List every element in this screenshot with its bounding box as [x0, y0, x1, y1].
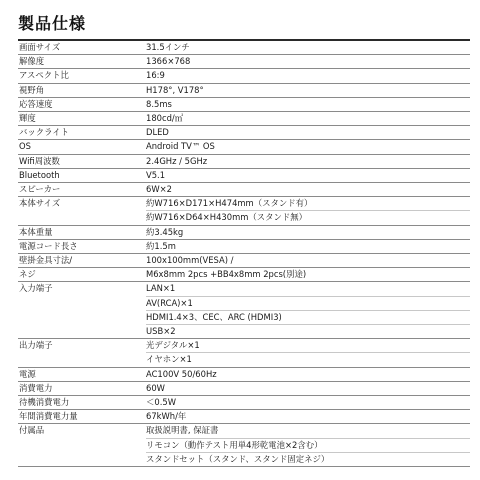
spec-value: HDMI1.4×3、CEC、ARC (HDMI3): [146, 310, 470, 324]
spec-row: [18, 410, 470, 424]
spec-value: H178°, V178°: [146, 84, 204, 95]
spec-value: イヤホン×1: [146, 352, 470, 366]
spec-value: 2.4GHz / 5GHz: [146, 155, 208, 166]
spec-label: 入力端子: [19, 283, 53, 294]
spec-label: 消費電力: [19, 382, 53, 393]
spec-label: 待機消費電力: [19, 397, 70, 408]
spec-label: 応答速度: [19, 98, 53, 109]
spec-value: スタンドセット（スタンド、スタンド固定ネジ）: [146, 452, 470, 466]
spec-label: 年間消費電力量: [19, 411, 78, 422]
spec-value: Android TV™ OS: [146, 141, 215, 152]
spec-values: [146, 69, 470, 82]
spec-label: Wifi周波数: [19, 155, 60, 166]
spec-row: [18, 69, 470, 83]
spec-values: [146, 126, 470, 139]
spec-value: AV(RCA)×1: [146, 296, 470, 310]
spec-value: V5.1: [146, 169, 166, 180]
spec-label: 壁掛金具寸法/: [19, 255, 73, 266]
spec-values: [146, 41, 470, 54]
spec-label: 解像度: [19, 56, 45, 67]
spec-values: [146, 55, 470, 68]
spec-label: 出力端子: [19, 340, 53, 351]
spec-label: 本体サイズ: [19, 198, 61, 209]
spec-row: [18, 183, 470, 197]
spec-value: AC100V 50/60Hz: [146, 368, 217, 379]
spec-row: [18, 169, 470, 183]
spec-values: [146, 140, 470, 153]
page-title: 製品仕様: [18, 14, 87, 33]
spec-value: DLED: [146, 127, 169, 138]
spec-value: 約W716×D171×H474mm（スタンド有）: [146, 198, 313, 209]
spec-row: [18, 98, 470, 112]
spec-value: USB×2: [146, 324, 470, 338]
spec-value: ＜0.5W: [146, 397, 176, 408]
spec-value: LAN×1: [146, 283, 176, 294]
spec-value: 16:9: [146, 70, 165, 81]
spec-values: [146, 396, 470, 409]
spec-values: [146, 112, 470, 125]
spec-table: [18, 39, 470, 467]
spec-row: [18, 39, 470, 55]
spec-row: [18, 424, 470, 467]
spec-values: [146, 410, 470, 423]
spec-value: M6x8mm 2pcs +BB4x8mm 2pcs(別途): [146, 269, 307, 280]
spec-label: バックライト: [19, 127, 69, 138]
spec-row: [18, 197, 470, 225]
spec-values: [146, 240, 470, 253]
spec-value: 67kWh/年: [146, 411, 187, 422]
spec-value: 取扱説明書, 保証書: [146, 425, 219, 436]
spec-row: [18, 84, 470, 98]
spec-row: [18, 339, 470, 367]
spec-label: OS: [19, 141, 31, 152]
spec-values: [146, 169, 470, 182]
spec-row: [18, 254, 470, 268]
spec-label: Bluetooth: [19, 169, 60, 180]
spec-value: 1366×768: [146, 56, 191, 67]
spec-values: [146, 339, 470, 366]
spec-row: [18, 112, 470, 126]
spec-label: アスペクト比: [19, 70, 69, 81]
spec-row: [18, 382, 470, 396]
spec-values: [146, 368, 470, 381]
spec-value: 約W716×D64×H430mm（スタンド無）: [146, 210, 470, 224]
spec-row: [18, 140, 470, 154]
spec-values: [146, 424, 470, 466]
spec-row: [18, 396, 470, 410]
spec-label: スピーカー: [19, 184, 61, 195]
spec-label: 画面サイズ: [19, 42, 61, 52]
spec-value: リモコン（動作テスト用単4形乾電池×2含む）: [146, 438, 470, 452]
spec-values: [146, 155, 470, 168]
spec-values: [146, 84, 470, 97]
spec-label: 電源コード長さ: [19, 240, 78, 251]
spec-row: [18, 155, 470, 169]
spec-values: [146, 197, 470, 224]
spec-row: [18, 240, 470, 254]
spec-value: 100x100mm(VESA) /: [146, 255, 234, 266]
spec-value: 光デジタル×1: [146, 340, 200, 351]
spec-label: ネジ: [19, 269, 36, 280]
spec-label: 視野角: [19, 84, 45, 95]
spec-value: 約3.45kg: [146, 226, 184, 237]
spec-label: 電源: [19, 368, 36, 379]
spec-value: 31.5インチ: [146, 42, 190, 52]
spec-row: [18, 55, 470, 69]
spec-value: 180cd/㎡: [146, 113, 184, 124]
spec-values: [146, 226, 470, 239]
spec-values: [146, 183, 470, 196]
spec-label: 輝度: [19, 113, 36, 124]
spec-label: 付属品: [19, 425, 45, 436]
spec-row: [18, 282, 470, 339]
spec-row: [18, 368, 470, 382]
spec-values: [146, 282, 470, 338]
spec-label: 本体重量: [19, 226, 53, 237]
spec-value: 8.5ms: [146, 98, 172, 109]
spec-value: 6W×2: [146, 184, 172, 195]
spec-values: [146, 268, 470, 281]
spec-row: [18, 268, 470, 282]
spec-value: 60W: [146, 382, 165, 393]
spec-values: [146, 98, 470, 111]
spec-row: [18, 126, 470, 140]
spec-row: [18, 226, 470, 240]
spec-value: 約1.5m: [146, 240, 176, 251]
spec-values: [146, 382, 470, 395]
spec-values: [146, 254, 470, 267]
